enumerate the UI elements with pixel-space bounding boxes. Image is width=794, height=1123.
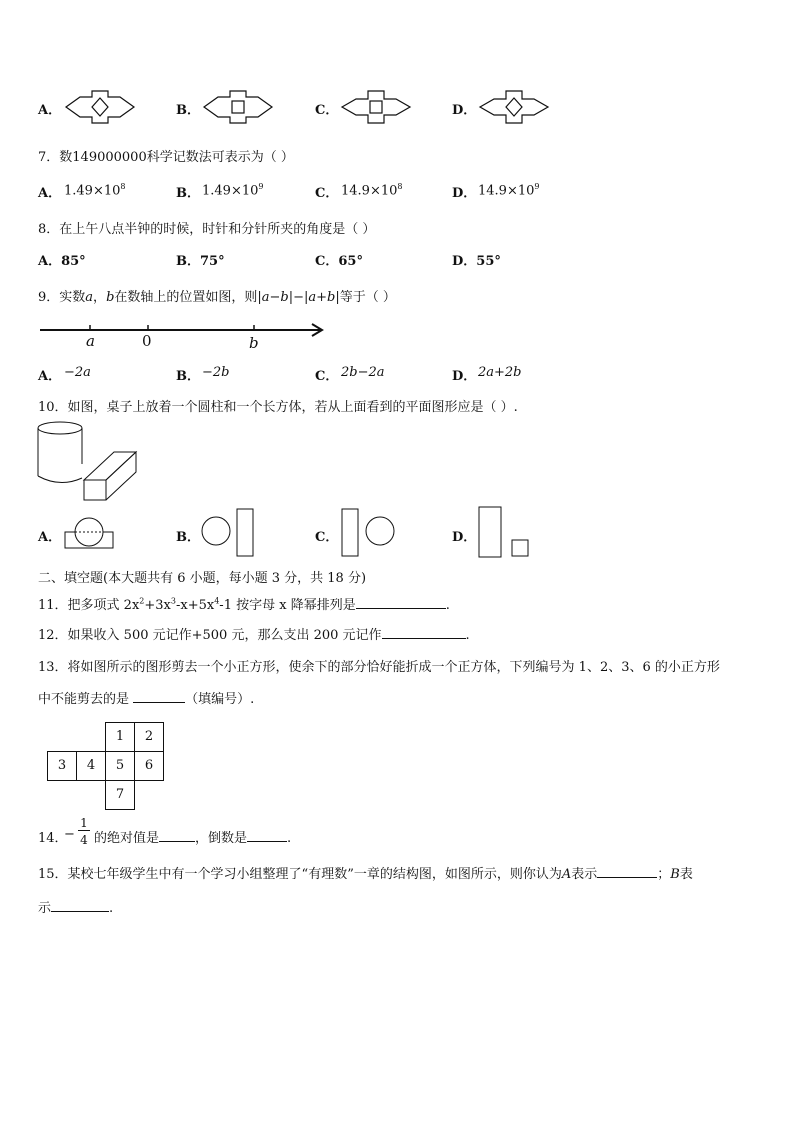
q7-c-mantissa: 14.9×10 bbox=[341, 183, 398, 199]
q7-a-exp: 8 bbox=[120, 182, 126, 191]
q11 bbox=[38, 594, 450, 613]
q13-cell-7: 7 bbox=[105, 780, 135, 810]
q11-end: . bbox=[445, 598, 450, 613]
q7-b-mantissa: 1.49×10 bbox=[202, 183, 259, 199]
q6-figure-a bbox=[62, 88, 138, 126]
q11-answer-blank[interactable] bbox=[356, 596, 446, 609]
q14-prefix: 14． bbox=[38, 831, 68, 846]
q9-option-a-text: −2a bbox=[64, 365, 91, 380]
q7-stem: 7．数149000000科学记数法可表示为（ ） bbox=[38, 150, 294, 165]
q7-option-c-value bbox=[341, 182, 402, 198]
q13-cell-3: 3 bbox=[47, 751, 77, 781]
q8-option-c: C．65° bbox=[315, 254, 363, 269]
q8-option-b: B．75° bbox=[176, 254, 225, 269]
q7-a-mantissa: 1.49×10 bbox=[64, 183, 121, 199]
q13-answer-blank[interactable] bbox=[133, 690, 185, 703]
q13-line2 bbox=[38, 688, 254, 707]
q9-expression: |a−b|−|a+b| bbox=[257, 290, 340, 305]
q14-mid: 的绝对值是 bbox=[94, 831, 160, 846]
q9-var-a: a bbox=[85, 290, 94, 305]
q15-end: . bbox=[109, 901, 114, 916]
q7-b-exp: 9 bbox=[258, 182, 264, 191]
q7-option-d-letter: D． bbox=[452, 186, 477, 201]
q6-figure-d bbox=[476, 88, 552, 126]
q12-text: 12．如果收入 500 元记作+500 元，那么支出 200 元记作 bbox=[38, 628, 382, 643]
q9-stem bbox=[38, 286, 396, 305]
q9-axis-label-b: b bbox=[249, 334, 259, 352]
q10-option-a-label: A． bbox=[38, 530, 62, 545]
q10-solids-figure bbox=[36, 420, 140, 502]
q7-option-d-value bbox=[478, 182, 539, 198]
q9-stem-mid2: 在数轴上的位置如图，则 bbox=[114, 290, 258, 305]
q14-fraction-denominator: 4 bbox=[80, 833, 88, 847]
q14-abs-blank[interactable] bbox=[159, 829, 195, 842]
q13-cell-2: 2 bbox=[134, 722, 164, 752]
q11-power-2: 3 bbox=[170, 596, 176, 606]
q9-option-a-letter: A． bbox=[38, 369, 62, 384]
q9-stem-prefix: 9．实数 bbox=[38, 290, 86, 305]
q9-axis-label-zero: 0 bbox=[142, 332, 152, 350]
q10-option-b-label: B． bbox=[176, 530, 200, 545]
q7-d-exp: 9 bbox=[534, 182, 540, 191]
q9-stem-suffix: 等于（ ） bbox=[339, 290, 396, 305]
q15-line1-prefix: 15．某校七年级学生中有一个学习小组整理了“有理数”一章的结构图，如图所示，则你认为 bbox=[38, 867, 562, 882]
q8-option-d: D．55° bbox=[452, 254, 501, 269]
q13-line1: 13．将如图所示的图形剪去一个小正方形，使余下的部分恰好能折成一个正方体，下列编号为 1、2、3、6 的小正方形 bbox=[38, 660, 720, 675]
q7-option-c-letter: C． bbox=[315, 186, 339, 201]
q9-option-d-text: 2a+2b bbox=[478, 365, 522, 380]
q10-figure-b bbox=[200, 508, 256, 558]
section-2-heading: 二、填空题(本大题共有 6 小题，每小题 3 分，共 18 分) bbox=[38, 571, 367, 586]
q10-stem: 10．如图，桌子上放着一个圆柱和一个长方体，若从上面看到的平面图形应是（ ）. bbox=[38, 400, 518, 415]
q7-c-exp: 8 bbox=[397, 182, 403, 191]
q7-option-b-value bbox=[202, 182, 263, 198]
q13-cell-5: 5 bbox=[105, 751, 135, 781]
q15-line2 bbox=[38, 897, 113, 916]
q11-power-1: 2 bbox=[139, 596, 145, 606]
q6-option-d-label: D． bbox=[452, 103, 477, 118]
q11-power-3: 4 bbox=[214, 596, 220, 606]
q6-option-c-label: C． bbox=[315, 103, 339, 118]
q8-stem: 8．在上午八点半钟的时候，时针和分针所夹的角度是（ ） bbox=[38, 222, 376, 237]
q11-term-2: +3x bbox=[144, 598, 171, 613]
q6-option-a-label: A． bbox=[38, 103, 62, 118]
q13-line2-suffix: （填编号）. bbox=[185, 692, 255, 707]
q14-fraction-numerator: 1 bbox=[78, 816, 90, 831]
q14-reciprocal-blank[interactable] bbox=[247, 829, 287, 842]
q12-answer-blank[interactable] bbox=[382, 626, 466, 639]
q11-suffix: -1 按字母 x 降幂排列是 bbox=[219, 598, 356, 613]
q15-tail: 表 bbox=[679, 867, 693, 882]
q9-option-b-text: −2b bbox=[202, 365, 230, 380]
q15-var-b: B bbox=[670, 867, 680, 882]
q15-sep: ； bbox=[657, 867, 671, 882]
q9-option-b-letter: B． bbox=[176, 369, 200, 384]
q7-option-a-value bbox=[64, 182, 125, 198]
q10-figure-a bbox=[64, 516, 114, 550]
q15-var-a: A bbox=[561, 867, 572, 882]
q6-figure-b bbox=[200, 88, 276, 126]
q7-option-a-letter: A． bbox=[38, 186, 62, 201]
q6-option-b-label: B． bbox=[176, 103, 200, 118]
q9-var-b: b bbox=[106, 290, 115, 305]
q15-line2-text: 示 bbox=[38, 901, 52, 916]
q10-option-c-label: C． bbox=[315, 530, 339, 545]
q9-option-c-letter: C． bbox=[315, 369, 339, 384]
q7-d-mantissa: 14.9×10 bbox=[478, 183, 535, 199]
q14-end: . bbox=[287, 831, 292, 846]
q6-figure-c bbox=[338, 88, 414, 126]
q9-axis-label-a: a bbox=[86, 332, 95, 350]
q9-option-d-letter: D． bbox=[452, 369, 477, 384]
q12-end: . bbox=[465, 628, 470, 643]
q12 bbox=[38, 624, 470, 643]
q15-a-blank[interactable] bbox=[597, 865, 657, 878]
q11-prefix: 11．把多项式 2x bbox=[38, 598, 140, 613]
q8-option-a: A．85° bbox=[38, 254, 86, 269]
q14-rest bbox=[94, 827, 291, 846]
q10-figure-c bbox=[340, 508, 396, 558]
q11-term-3: -x+5x bbox=[175, 598, 215, 613]
q10-figure-d bbox=[478, 506, 534, 558]
q14-mid2: ，倒数是 bbox=[195, 831, 248, 846]
q15-line1 bbox=[38, 863, 693, 882]
q13-cell-6: 6 bbox=[134, 751, 164, 781]
q7-option-b-letter: B． bbox=[176, 186, 200, 201]
q15-b-blank[interactable] bbox=[51, 899, 109, 912]
q9-option-c-text: 2b−2a bbox=[341, 365, 385, 380]
q9-stem-mid1: ， bbox=[93, 290, 107, 305]
q13-line2-prefix: 中不能剪去的是 bbox=[38, 692, 130, 707]
q14-minus: − bbox=[64, 827, 75, 842]
q13-cell-4: 4 bbox=[76, 751, 106, 781]
q15-mid: 表示 bbox=[571, 867, 598, 882]
q9-number-line bbox=[38, 318, 328, 352]
q10-option-d-label: D． bbox=[452, 530, 477, 545]
q13-cell-1: 1 bbox=[105, 722, 135, 752]
